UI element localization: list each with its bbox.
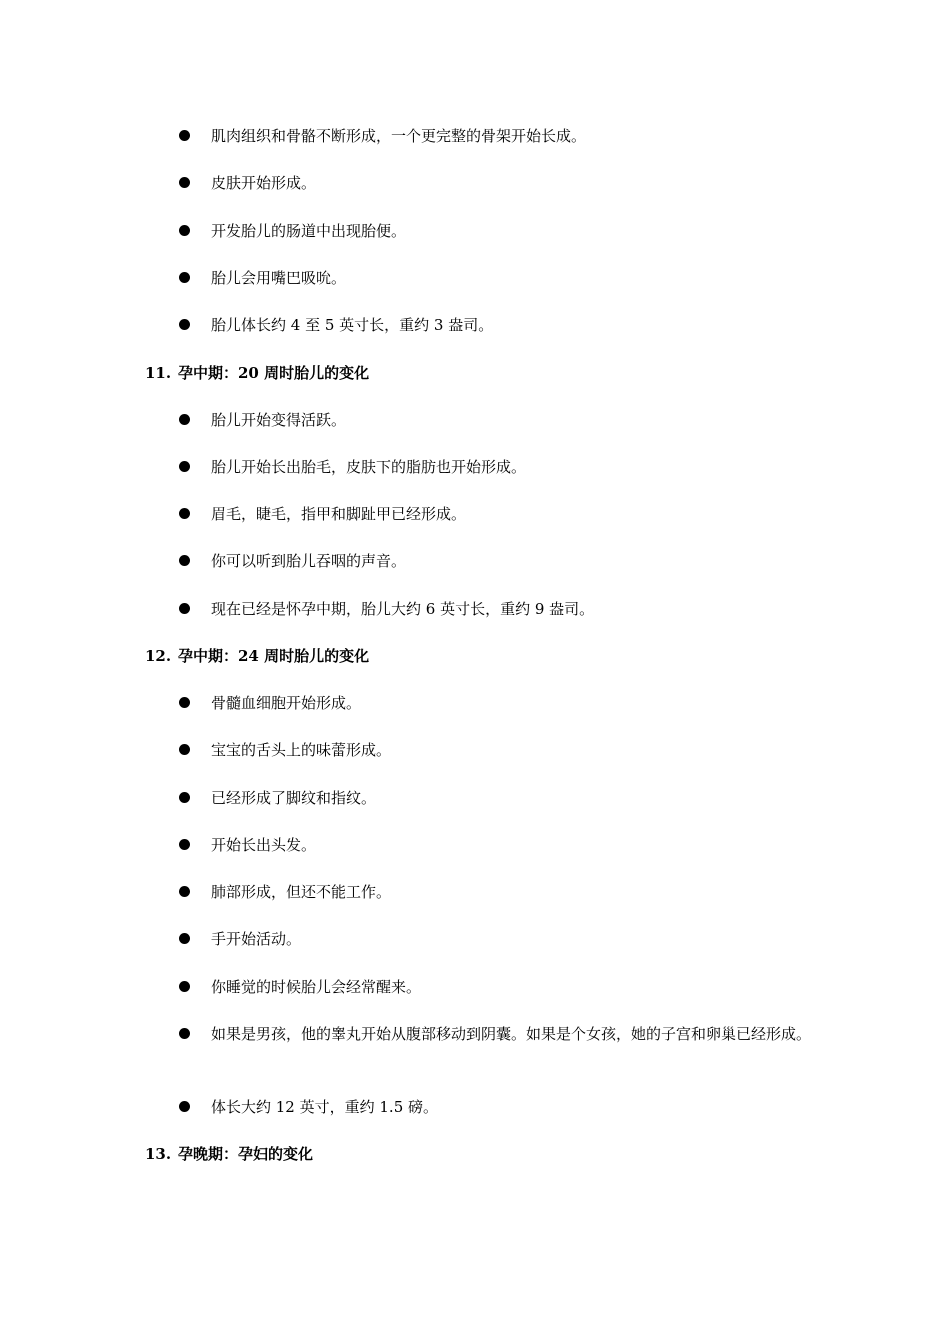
bullet-icon: [179, 1028, 190, 1039]
section-number: 12.: [145, 647, 172, 665]
bullet-icon: [179, 744, 190, 755]
list-item: 如果是男孩，他的睾丸开始从腹部移动到阴囊。如果是个女孩，她的子宫和卵巢已经形成。: [179, 1021, 819, 1047]
list-item: 开发胎儿的肠道中出现胎便。: [179, 218, 819, 244]
bullet-icon: [179, 272, 190, 283]
bullet-icon: [179, 508, 190, 519]
bullet-icon: [179, 225, 190, 236]
bullet-icon: [179, 933, 190, 944]
bullet-icon: [179, 177, 190, 188]
bullet-icon: [179, 981, 190, 992]
bullet-icon: [179, 319, 190, 330]
list-item: 胎儿体长约 4 至 5 英寸长，重约 3 盎司。: [179, 312, 819, 338]
list-item: 宝宝的舌头上的味蕾形成。: [179, 737, 819, 763]
list-item: 肺部形成，但还不能工作。: [179, 879, 819, 905]
list-item: 体长大约 12 英寸，重约 1.5 磅。: [179, 1094, 819, 1120]
list-item: 胎儿开始变得活跃。: [179, 407, 819, 433]
bullet-icon: [179, 461, 190, 472]
section-title: 孕中期：20 周时胎儿的变化: [178, 364, 370, 382]
bullet-icon: [179, 886, 190, 897]
bullet-icon: [179, 603, 190, 614]
list-item: 现在已经是怀孕中期，胎儿大约 6 英寸长，重约 9 盎司。: [179, 596, 819, 622]
list-item: 已经形成了脚纹和指纹。: [179, 785, 819, 811]
list-item: 开始长出头发。: [179, 832, 819, 858]
bullet-icon: [179, 792, 190, 803]
bullet-icon: [179, 130, 190, 141]
list-item: 手开始活动。: [179, 926, 819, 952]
section-heading: [145, 1141, 313, 1167]
list-item: 胎儿会用嘴巴吸吮。: [179, 265, 819, 291]
section-title: 孕晚期：孕妇的变化: [178, 1145, 314, 1163]
list-item: 皮肤开始形成。: [179, 170, 819, 196]
section-title: 孕中期：24 周时胎儿的变化: [178, 647, 370, 665]
list-item: 你睡觉的时候胎儿会经常醒来。: [179, 974, 819, 1000]
bullet-icon: [179, 1101, 190, 1112]
bullet-icon: [179, 839, 190, 850]
list-item: 你可以听到胎儿吞咽的声音。: [179, 548, 819, 574]
section-number: 11.: [145, 364, 172, 382]
list-item: 肌肉组织和骨骼不断形成，一个更完整的骨架开始长成。: [179, 123, 819, 149]
bullet-icon: [179, 414, 190, 425]
list-item: 骨髓血细胞开始形成。: [179, 690, 819, 716]
list-item: 眉毛，睫毛，指甲和脚趾甲已经形成。: [179, 501, 819, 527]
bullet-icon: [179, 697, 190, 708]
section-number: 13.: [145, 1145, 172, 1163]
section-heading: [145, 643, 369, 669]
bullet-icon: [179, 555, 190, 566]
section-heading: [145, 360, 369, 386]
list-item: 胎儿开始长出胎毛，皮肤下的脂肪也开始形成。: [179, 454, 819, 480]
